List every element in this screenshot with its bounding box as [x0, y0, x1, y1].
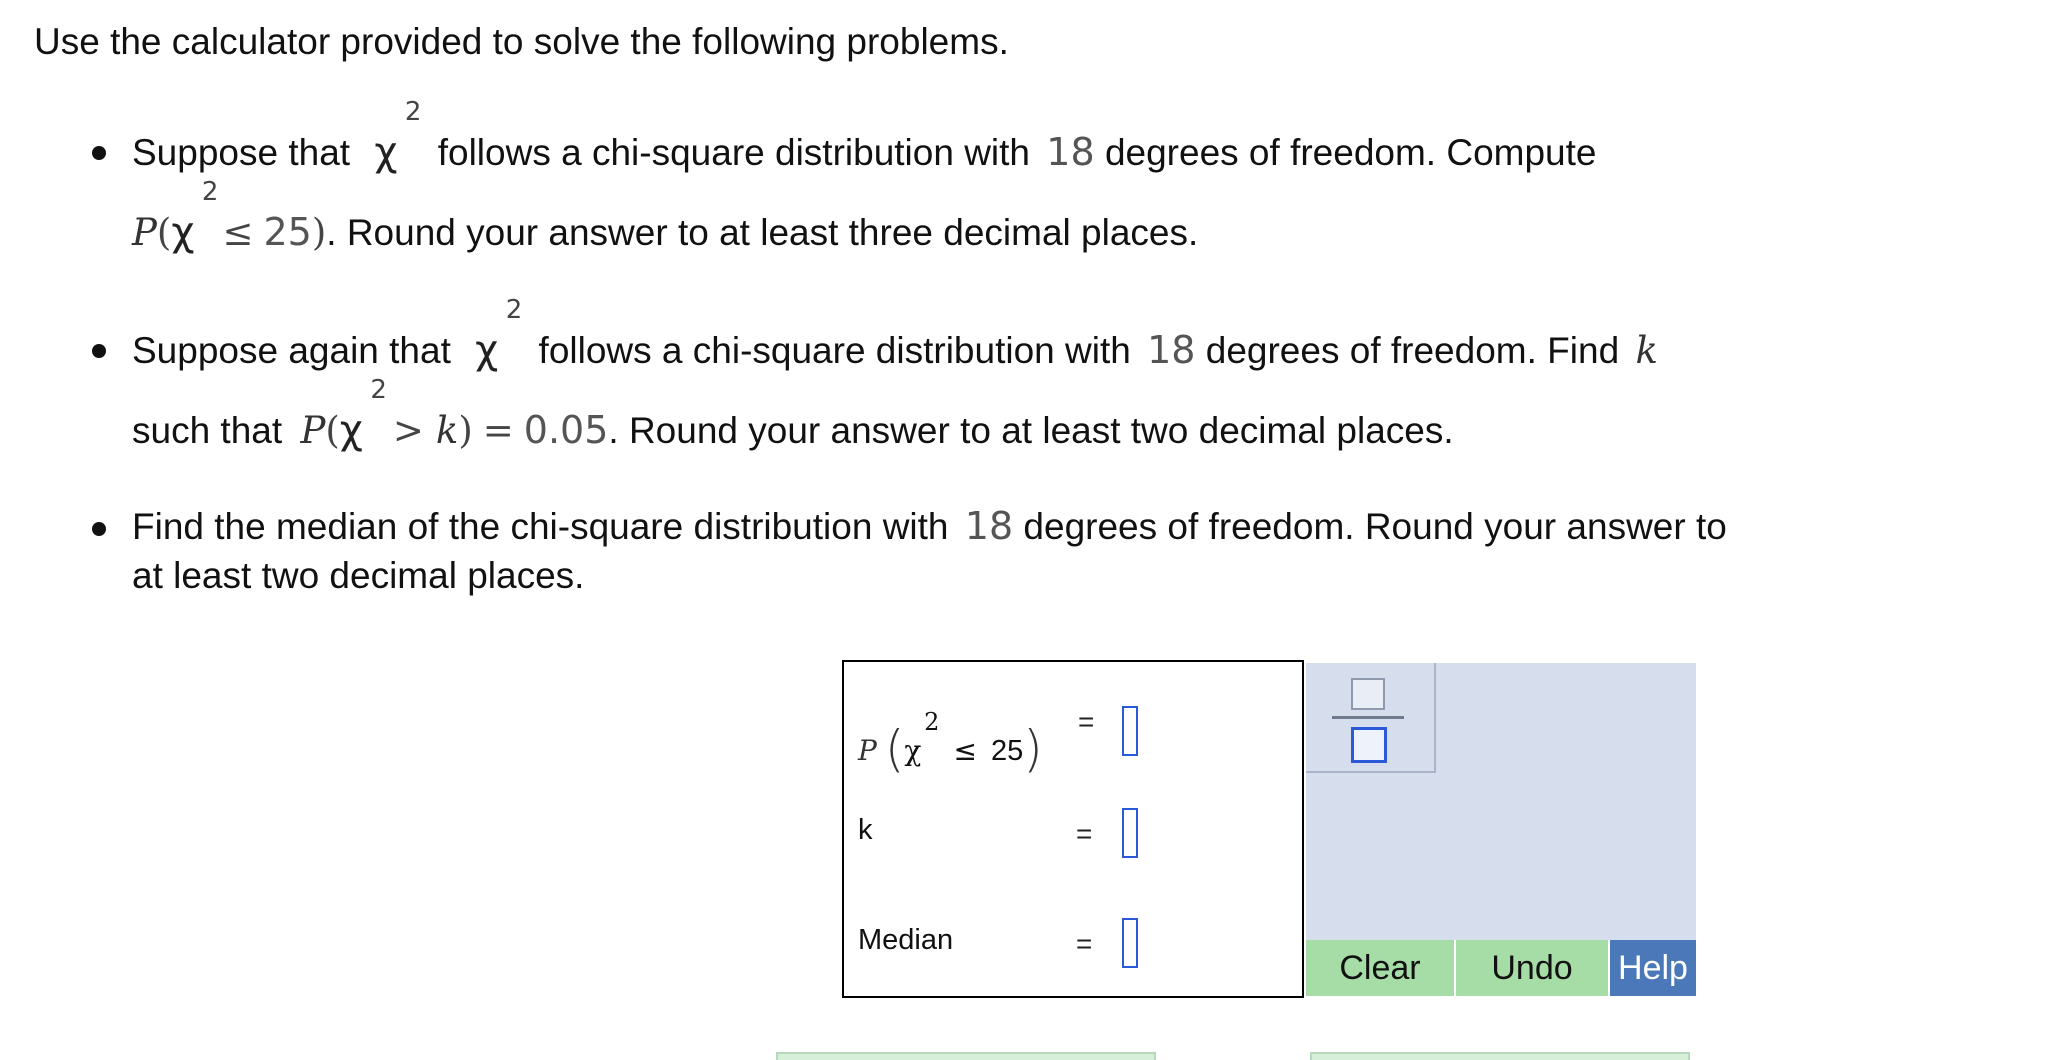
fraction-numerator-box [1351, 678, 1385, 710]
answer-row-k [844, 802, 1302, 872]
help-button[interactable]: Help [1610, 940, 1696, 996]
fraction-denominator-box [1351, 727, 1387, 763]
problem-3-text-a: Find the median of the chi-square distribution with [132, 506, 949, 547]
chi-symbol: χ 2 [339, 375, 387, 453]
probability-p: P [300, 409, 326, 452]
probability-answer-input[interactable] [1122, 706, 1138, 756]
equals-sign: = [1076, 818, 1093, 849]
problem-3-text-b: degrees of freedom. Round your answer to [1023, 506, 1727, 547]
problem-2-text-end: . Round your answer to at least two decimal places. [608, 410, 1454, 451]
bottom-action-button-right[interactable] [1310, 1052, 1690, 1060]
answer-box [842, 660, 1304, 998]
answer-row-probability [844, 692, 1302, 778]
problem-3-line-2 [132, 552, 584, 600]
answer-label-median: Median [858, 924, 954, 956]
problem-1-text-a: Suppose that [132, 132, 351, 173]
close-paren: ) [311, 211, 327, 254]
clear-button[interactable]: Clear [1306, 940, 1456, 996]
bullet-3 [92, 522, 106, 536]
undo-button[interactable]: Undo [1456, 940, 1610, 996]
probability-p: P [132, 211, 157, 254]
problem-1-line-1 [132, 97, 1597, 177]
bottom-action-button-left[interactable] [776, 1052, 1156, 1060]
tool-palette [1306, 663, 1696, 996]
problem-2-text-c: degrees of freedom. Find [1205, 330, 1620, 371]
gt-symbol: > [392, 409, 424, 452]
equals-sign: = [1078, 706, 1095, 737]
chi-symbol: χ 2 [475, 295, 523, 373]
instructions-text: Use the calculator provided to solve the following problems. [34, 21, 1009, 62]
open-paren: ( [156, 211, 172, 254]
problem-2-text-b: follows a chi-square distribution with [538, 330, 1131, 371]
alpha-value: 0.05 [523, 408, 609, 452]
problem-2-line-1 [132, 295, 1658, 375]
problem-1-text-end: . Round your answer to at least three decimal places. [326, 212, 1199, 253]
k-variable: k [1635, 329, 1658, 372]
chi-symbol: χ 2 [171, 177, 219, 255]
problem-2-text-d: such that [132, 410, 283, 451]
answer-label-k: k [858, 814, 873, 846]
threshold-value: 25 [263, 210, 312, 254]
open-paren: ( [325, 409, 340, 452]
answer-row-median [844, 912, 1302, 982]
bullet-2 [92, 344, 106, 358]
k-answer-input[interactable] [1122, 808, 1138, 858]
fraction-bar [1332, 716, 1404, 719]
problem-1-line-2 [132, 177, 1199, 257]
fraction-icon[interactable] [1306, 663, 1436, 773]
problem-3-text-c: at least two decimal places. [132, 555, 585, 596]
problem-1-text-c: degrees of freedom. Compute [1104, 132, 1597, 173]
bullet-1 [92, 146, 106, 160]
k-variable: k [435, 409, 459, 452]
problem-3-line-1 [132, 502, 1727, 551]
problem-2-text-a: Suppose again that [132, 330, 451, 371]
problem-1-text-b: follows a chi-square distribution with [437, 132, 1031, 173]
degrees-of-freedom-value: 18 [1147, 328, 1196, 372]
close-paren: ) [458, 409, 473, 452]
leq-symbol: ≤ [222, 211, 254, 254]
chi-symbol: χ 2 [374, 97, 422, 175]
equals-symbol: = [482, 409, 514, 452]
answer-label-probability: P (χ 2 ≤ 25) [858, 708, 1043, 778]
median-answer-input[interactable] [1122, 918, 1138, 968]
degrees-of-freedom-value: 18 [1046, 130, 1095, 174]
problem-2-line-2 [132, 375, 1454, 455]
degrees-of-freedom-value: 18 [964, 504, 1014, 548]
equals-sign: = [1076, 928, 1093, 959]
